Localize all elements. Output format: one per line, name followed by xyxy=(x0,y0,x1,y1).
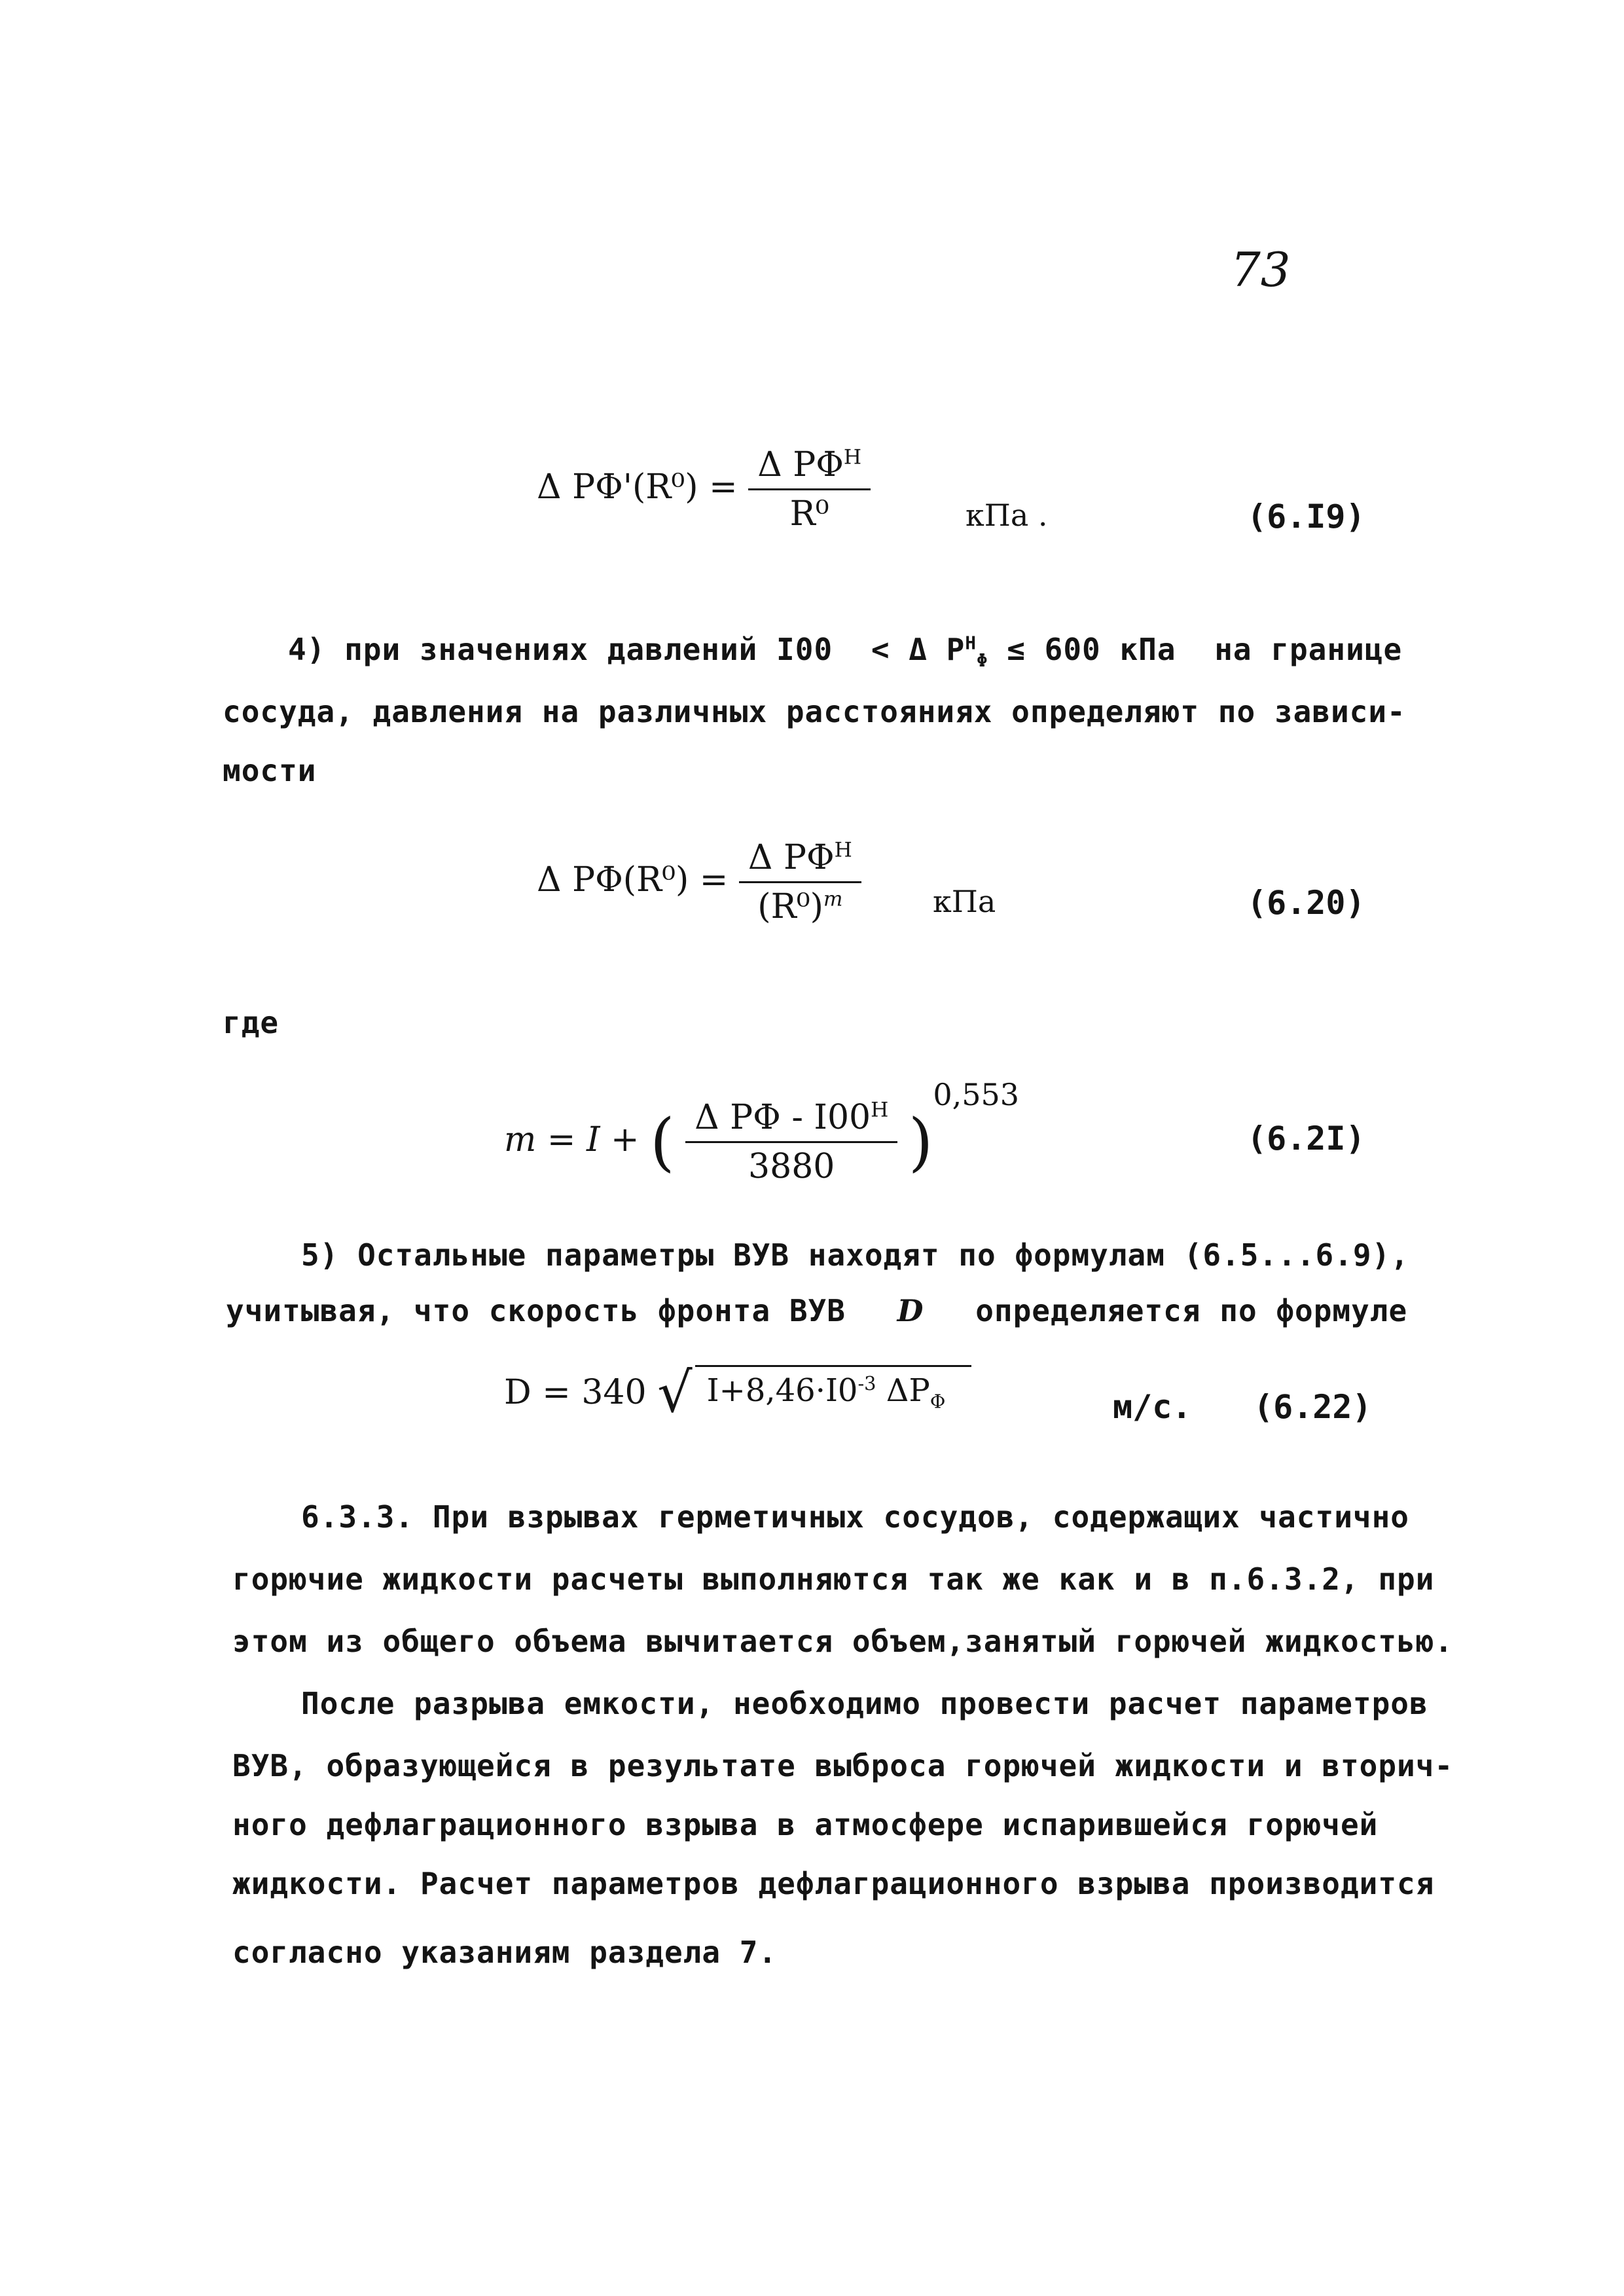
eq19-label: (6.I9) xyxy=(1247,498,1365,536)
para-after-line2: ВУВ, образующейся в результате выброса горючей жидкости и вторич- xyxy=(232,1748,1454,1783)
eq21-exponent: 0,553 xyxy=(933,1077,1020,1112)
equation-6-19 xyxy=(537,445,871,534)
para633-line2: горючие жидкости расчеты выполняются так же как и в п.6.3.2, при xyxy=(232,1561,1435,1597)
eq21-numerator-sup: H xyxy=(871,1098,889,1122)
para4-sup: H xyxy=(965,632,977,654)
eq20-lhs: Δ PΦ(R⁰) = xyxy=(537,860,729,900)
where-label: где xyxy=(223,1005,280,1040)
equation-6-20 xyxy=(537,838,861,926)
eq19-lhs: Δ PΦ'(R⁰) = xyxy=(537,467,738,507)
sqrt-icon: √ xyxy=(657,1360,693,1425)
eq22-lhs: D = 340 xyxy=(504,1373,647,1412)
eq20-numerator: Δ PΦ xyxy=(748,838,835,877)
equation-6-22 xyxy=(504,1360,971,1425)
eq20-label: (6.20) xyxy=(1247,884,1365,922)
para4-text-c: ≤ 600 кПа xyxy=(1007,632,1176,667)
eq20-fraction xyxy=(739,838,861,926)
eq22-radicand-base: I+8,46·I0 xyxy=(706,1372,858,1409)
eq22-label: (6.22) xyxy=(1254,1388,1372,1426)
para5-text-a: учитывая, что скорость фронта ВУВ xyxy=(226,1293,846,1328)
para-after-line3: ного дефлаграционного взрыва в атмосфере испарившейся горючей xyxy=(232,1807,1379,1842)
eq20-denominator: (R⁰) xyxy=(757,887,823,926)
para5-line1: 5) Остальные параметры ВУВ находят по формулам (6.5...6.9), xyxy=(301,1237,1409,1273)
para4-text-a: 4) при значениях давлений I00 xyxy=(288,632,833,667)
eq22-radicand xyxy=(695,1365,972,1420)
equation-6-21 xyxy=(504,1077,1019,1186)
eq21-label: (6.2I) xyxy=(1247,1120,1365,1157)
para4-line1 xyxy=(288,632,1402,671)
eq22-unit: м/с. xyxy=(1113,1388,1192,1426)
eq22-radicand-sub: Φ xyxy=(929,1390,946,1413)
eq19-unit: кПа . xyxy=(965,498,1048,533)
eq19-denominator: R⁰ xyxy=(789,494,829,534)
eq19-numerator: Δ PΦ xyxy=(757,445,844,484)
para5-text-b: определяется по формуле xyxy=(975,1293,1408,1328)
eq22-radicand-exp: -3 xyxy=(857,1372,876,1394)
para5-symbol-d: D xyxy=(897,1293,924,1328)
para633-line1: 6.3.3. При взрывах герметичных сосудов, содержащих частично xyxy=(301,1499,1409,1535)
eq21-numerator: Δ PΦ - I00 xyxy=(695,1098,871,1137)
para-after-line5: согласно указаниям раздела 7. xyxy=(232,1935,778,1970)
para4-text-b: < Δ P xyxy=(871,632,965,667)
eq21-lhs: m = I + xyxy=(504,1120,640,1159)
para633-line3: этом из общего объема вычитается объем,занятый горючей жидкостью. xyxy=(232,1624,1454,1659)
eq20-unit: кПа xyxy=(933,884,996,919)
eq20-denominator-sup: m xyxy=(823,887,843,911)
para4-text-d: на границе xyxy=(1214,632,1403,667)
eq21-close-paren: ) xyxy=(908,1105,933,1179)
para4-sub: Φ xyxy=(976,649,988,672)
eq19-fraction xyxy=(748,445,871,534)
para4-line2: сосуда, давления на различных расстояниях определяют по завиcи- xyxy=(223,694,1406,729)
para5-line2 xyxy=(226,1293,1407,1328)
para4-line3: мости xyxy=(223,753,317,788)
eq22-sqrt xyxy=(657,1360,971,1425)
page-number: 73 xyxy=(1231,242,1291,297)
eq21-denominator: 3880 xyxy=(748,1147,835,1186)
eq19-numerator-sup: H xyxy=(843,445,862,469)
eq22-radicand-tail: ΔP xyxy=(886,1372,930,1409)
para-after-line4: жидкости. Расчет параметров дефлаграционного взрыва производится xyxy=(232,1866,1435,1901)
para-after-line1: После разрыва емкости, необходимо провести расчет параметров xyxy=(301,1686,1428,1721)
eq21-open-paren: ( xyxy=(650,1105,675,1179)
eq20-numerator-sup: H xyxy=(834,838,852,862)
eq21-fraction xyxy=(685,1098,897,1186)
